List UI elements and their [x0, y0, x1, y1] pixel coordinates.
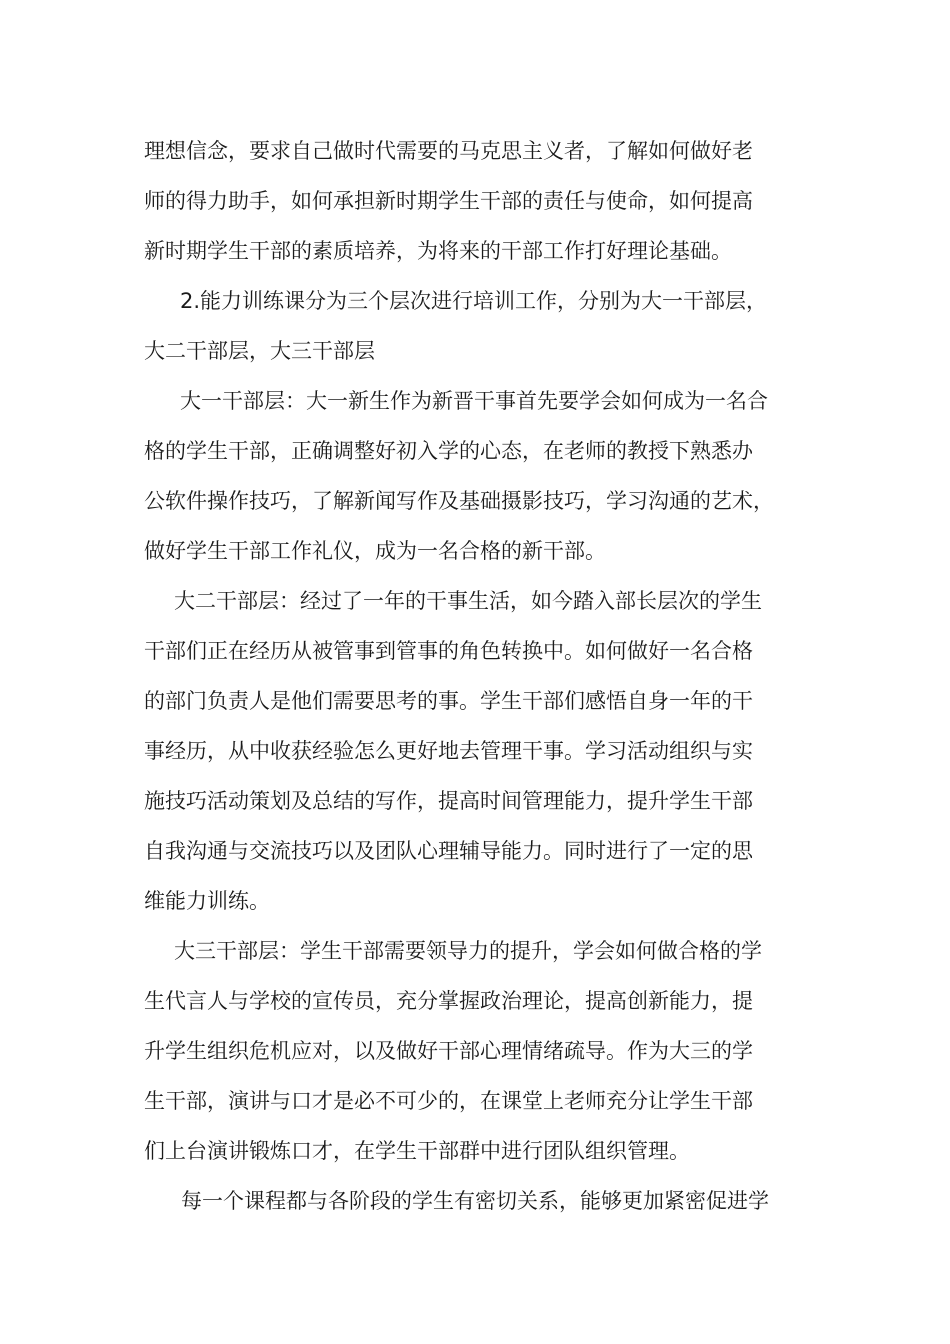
text-line: 维能力训练。	[144, 889, 270, 913]
text-line: 们上台演讲锻炼口才，在学生干部群中进行团队组织管理。	[144, 1139, 690, 1163]
text-line: 理想信念，要求自己做时代需要的马克思主义者，了解如何做好老	[144, 139, 753, 163]
paragraph-3	[144, 376, 834, 576]
paragraph-6	[144, 1176, 834, 1226]
text-line: 公软件操作技巧，了解新闻写作及基础摄影技巧，学习沟通的艺术，	[144, 489, 774, 513]
text-line: 2.能力训练课分为三个层次进行培训工作，分别为大一干部层，	[180, 289, 768, 313]
text-line: 每一个课程都与各阶段的学生有密切关系，能够更加紧密促进学	[181, 1189, 769, 1213]
text-line: 干部们正在经历从被管事到管事的角色转换中。如何做好一名合格	[144, 639, 753, 663]
text-line: 师的得力助手，如何承担新时期学生干部的责任与使命，如何提高	[144, 189, 753, 213]
document-body	[144, 126, 834, 1226]
text-line: 大二干部层：经过了一年的干事生活，如今踏入部长层次的学生	[174, 589, 762, 613]
text-line: 大一干部层：大一新生作为新晋干事首先要学会如何成为一名合	[180, 389, 768, 413]
text-line: 格的学生干部，正确调整好初入学的心态，在老师的教授下熟悉办	[144, 439, 753, 463]
paragraph-1	[144, 126, 834, 276]
text-line: 做好学生干部工作礼仪，成为一名合格的新干部。	[144, 539, 606, 563]
paragraph-2	[144, 276, 834, 376]
paragraph-5	[144, 926, 834, 1176]
text-line: 的部门负责人是他们需要思考的事。学生干部们感悟自身一年的干	[144, 689, 753, 713]
text-line: 大三干部层：学生干部需要领导力的提升，学会如何做合格的学	[174, 939, 762, 963]
paragraph-4	[144, 576, 834, 926]
text-line: 新时期学生干部的素质培养，为将来的干部工作打好理论基础。	[144, 239, 732, 263]
text-line: 升学生组织危机应对，以及做好干部心理情绪疏导。作为大三的学	[144, 1039, 753, 1063]
text-line: 生代言人与学校的宣传员，充分掌握政治理论，提高创新能力，提	[144, 989, 753, 1013]
text-line: 大二干部层，大三干部层	[144, 339, 375, 363]
text-line: 施技巧活动策划及总结的写作，提高时间管理能力，提升学生干部	[144, 789, 753, 813]
text-line: 事经历，从中收获经验怎么更好地去管理干事。学习活动组织与实	[144, 739, 753, 763]
text-line: 自我沟通与交流技巧以及团队心理辅导能力。同时进行了一定的思	[144, 839, 753, 863]
text-line: 生干部，演讲与口才是必不可少的，在课堂上老师充分让学生干部	[144, 1089, 753, 1113]
